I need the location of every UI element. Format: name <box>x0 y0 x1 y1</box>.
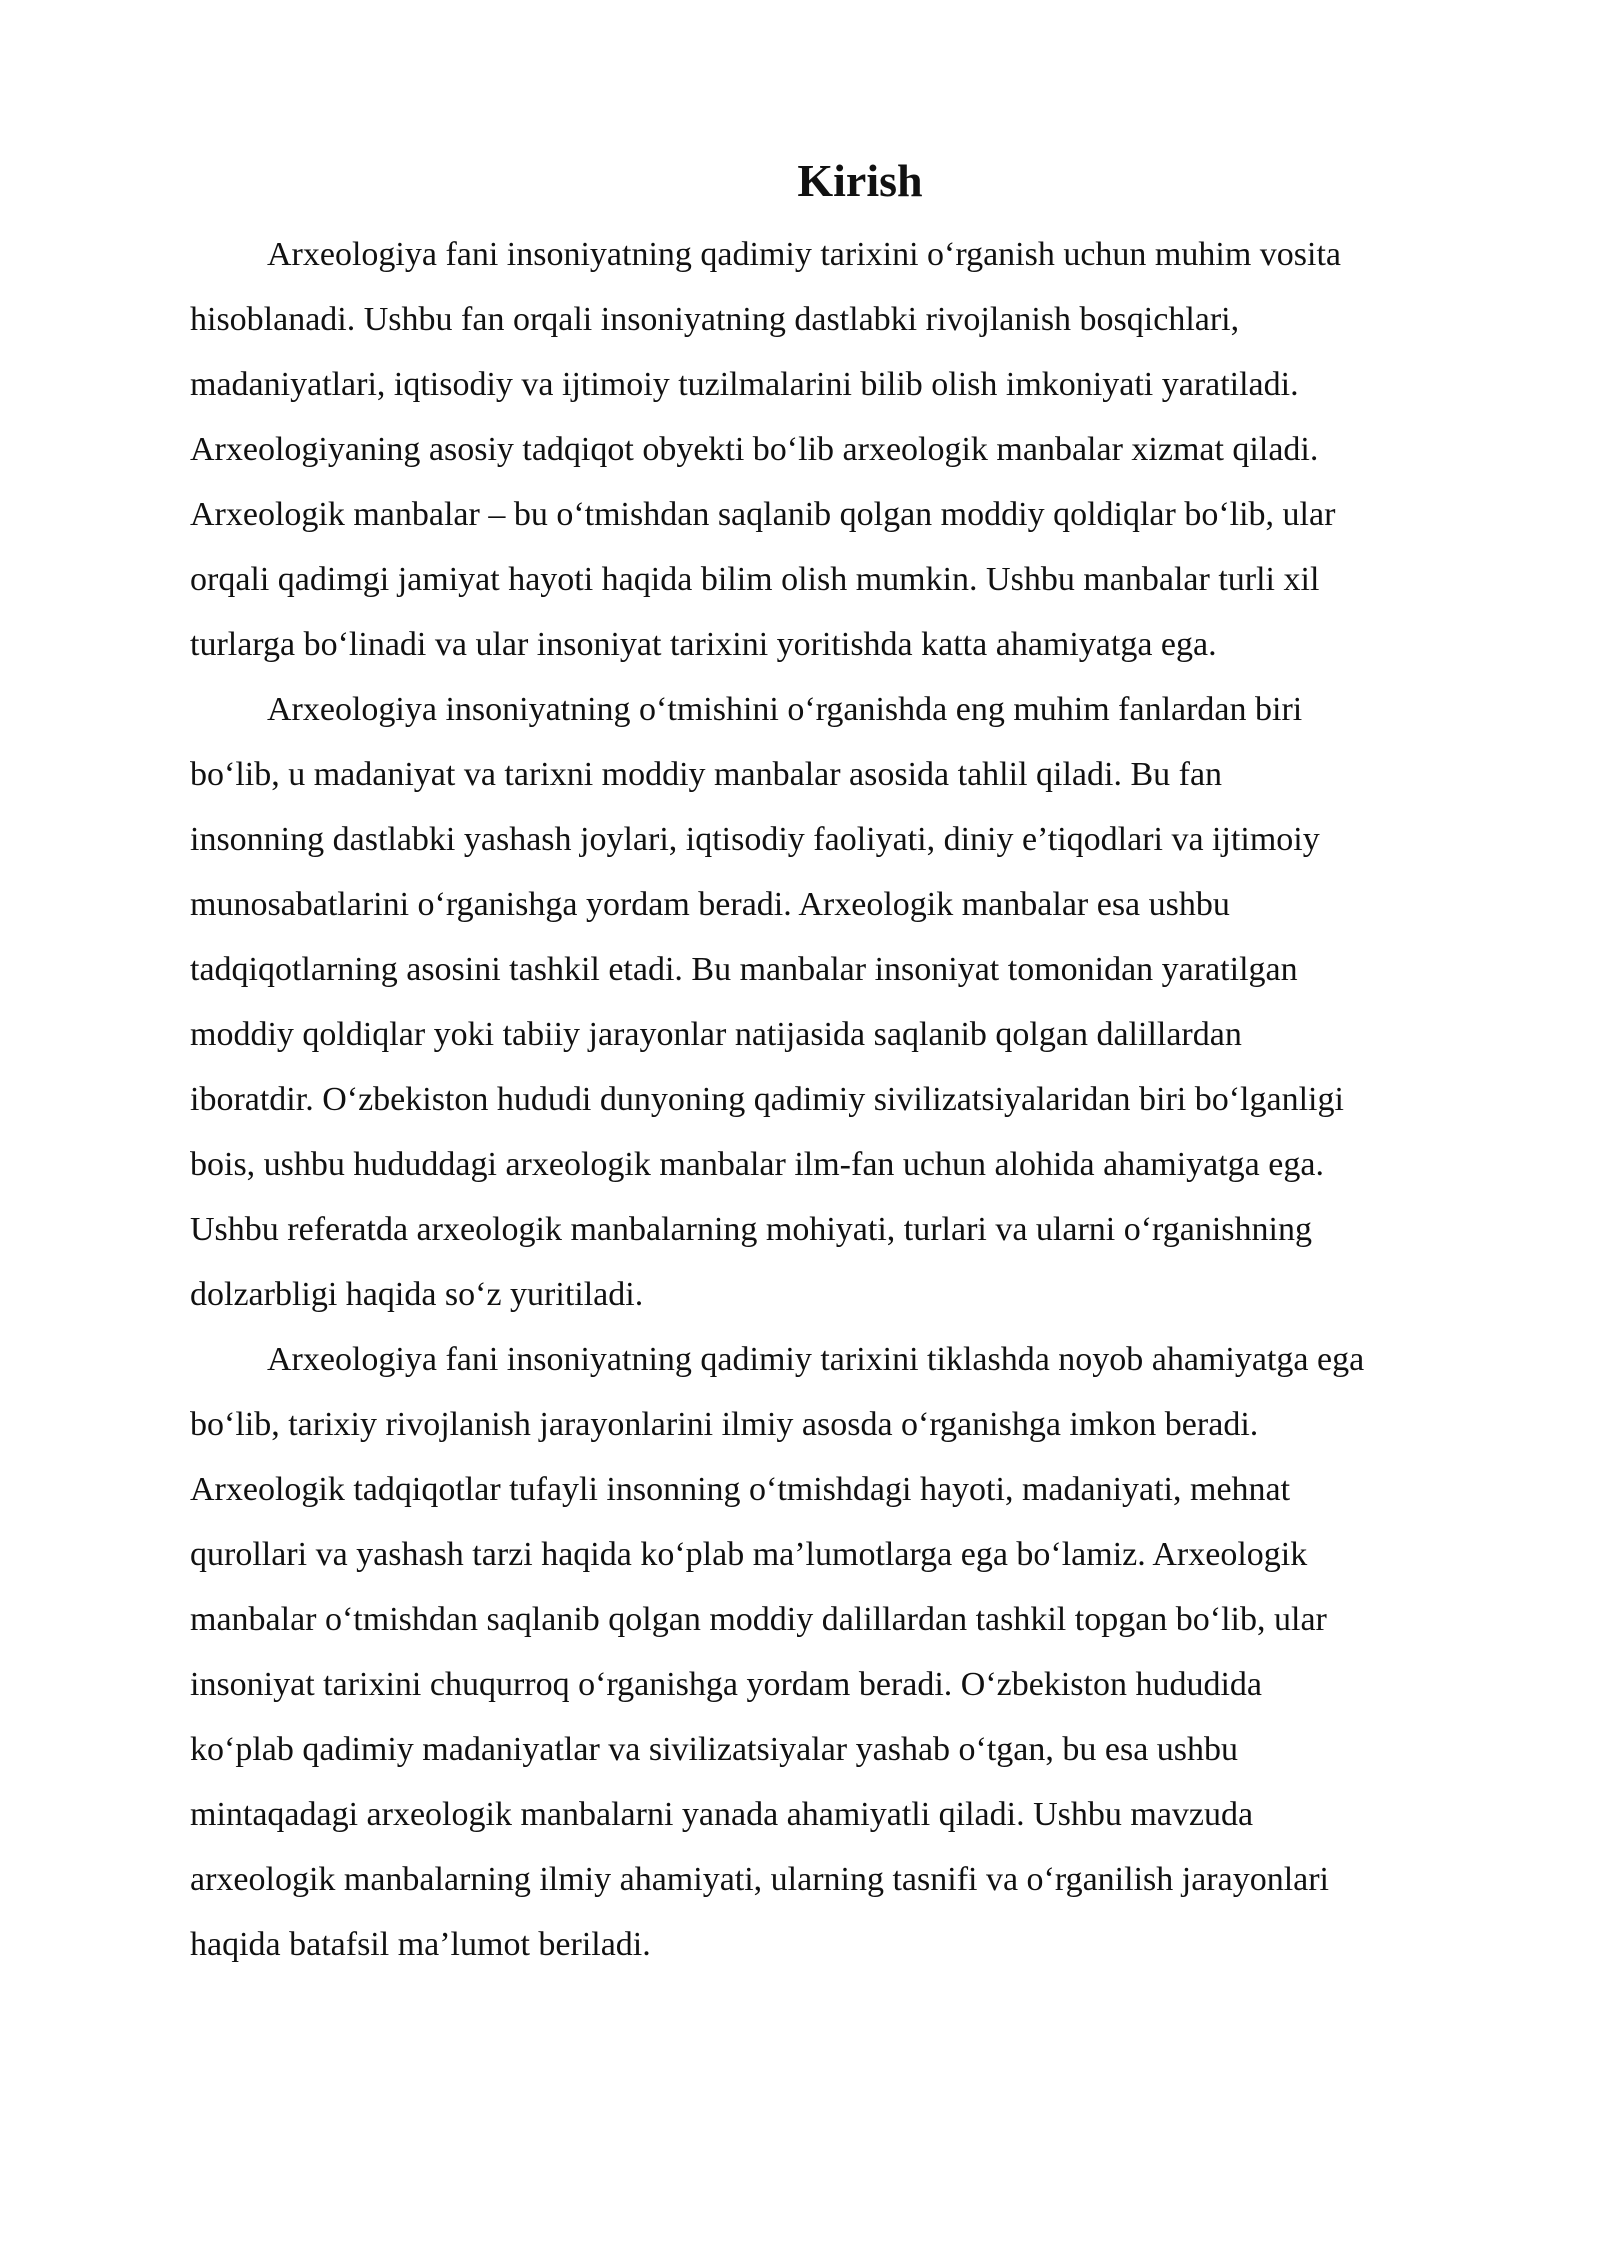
paragraph-3 <box>190 1327 1480 1977</box>
paragraph-line: Arxeologik tadqiqotlar tufayli insonning o‘tmishdagi hayoti, madaniyati, mehnat <box>190 1471 1291 1508</box>
paragraph-line: Arxeologiya insoniyatning o‘tmishini o‘rganishda eng muhim fanlardan biri <box>267 691 1303 728</box>
paragraph-line: qurollari va yashash tarzi haqida ko‘plab ma’lumotlarga ega bo‘lamiz. Arxeologik <box>190 1536 1308 1573</box>
paragraph-line: Arxeologik manbalar – bu o‘tmishdan saqlanib qolgan moddiy qoldiqlar bo‘lib, ular <box>190 496 1336 533</box>
paragraph-line: turlarga bo‘linadi va ular insoniyat tarixini yoritishda katta ahamiyatga ega. <box>190 626 1217 663</box>
paragraph-2 <box>190 677 1480 1327</box>
paragraph-line: bois, ushbu hududdagi arxeologik manbalar ilm-fan uchun alohida ahamiyatga ega. <box>190 1146 1324 1183</box>
paragraph-line: hisoblanadi. Ushbu fan orqali insoniyatning dastlabki rivojlanish bosqichlari, <box>190 301 1240 338</box>
paragraph-line: haqida batafsil ma’lumot beriladi. <box>190 1926 651 1963</box>
paragraph-line: dolzarbligi haqida so‘z yuritiladi. <box>190 1276 644 1313</box>
paragraph-line: Arxeologiya fani insoniyatning qadimiy tarixini o‘rganish uchun muhim vosita <box>267 236 1341 273</box>
paragraph-line: munosabatlarini o‘rganishga yordam beradi. Arxeologik manbalar esa ushbu <box>190 886 1230 923</box>
paragraph-line: insoniyat tarixini chuqurroq o‘rganishga yordam beradi. O‘zbekiston hududida <box>190 1666 1263 1703</box>
paragraph-line: insonning dastlabki yashash joylari, iqtisodiy faoliyati, diniy e’tiqodlari va ijtimoiy <box>190 821 1320 858</box>
paragraph-1 <box>190 222 1480 677</box>
document-body <box>190 150 1480 1977</box>
paragraph-line: Arxeologiya fani insoniyatning qadimiy tarixini tiklashda noyob ahamiyatga ega <box>267 1341 1365 1378</box>
paragraph-line: arxeologik manbalarning ilmiy ahamiyati, ularning tasnifi va o‘rganilish jarayonlari <box>190 1861 1329 1898</box>
paragraph-line: manbalar o‘tmishdan saqlanib qolgan moddiy dalillardan tashkil topgan bo‘lib, ular <box>190 1601 1327 1638</box>
paragraph-line: ko‘plab qadimiy madaniyatlar va sivilizatsiyalar yashab o‘tgan, bu esa ushbu <box>190 1731 1239 1768</box>
paragraph-line: iboratdir. O‘zbekiston hududi dunyoning qadimiy sivilizatsiyalaridan biri bo‘lganligi <box>190 1081 1344 1118</box>
paragraph-line: moddiy qoldiqlar yoki tabiiy jarayonlar natijasida saqlanib qolgan dalillardan <box>190 1016 1242 1053</box>
paragraph-line: Arxeologiyaning asosiy tadqiqot obyekti bo‘lib arxeologik manbalar xizmat qiladi. <box>190 431 1319 468</box>
paragraph-line: bo‘lib, u madaniyat va tarixni moddiy manbalar asosida tahlil qiladi. Bu fan <box>190 756 1223 793</box>
paragraph-line: mintaqadagi arxeologik manbalarni yanada ahamiyatli qiladi. Ushbu mavzuda <box>190 1796 1254 1833</box>
page-title: Kirish <box>797 155 923 206</box>
paragraph-line: bo‘lib, tarixiy rivojlanish jarayonlarini ilmiy asosda o‘rganishga imkon beradi. <box>190 1406 1259 1443</box>
paragraph-line: Ushbu referatda arxeologik manbalarning mohiyati, turlari va ularni o‘rganishning <box>190 1211 1312 1248</box>
paragraph-line: madaniyatlari, iqtisodiy va ijtimoiy tuzilmalarini bilib olish imkoniyati yaratiladi. <box>190 366 1299 403</box>
paragraph-line: tadqiqotlarning asosini tashkil etadi. Bu manbalar insoniyat tomonidan yaratilgan <box>190 951 1298 988</box>
paragraph-line: orqali qadimgi jamiyat hayoti haqida bilim olish mumkin. Ushbu manbalar turli xil <box>190 561 1320 598</box>
